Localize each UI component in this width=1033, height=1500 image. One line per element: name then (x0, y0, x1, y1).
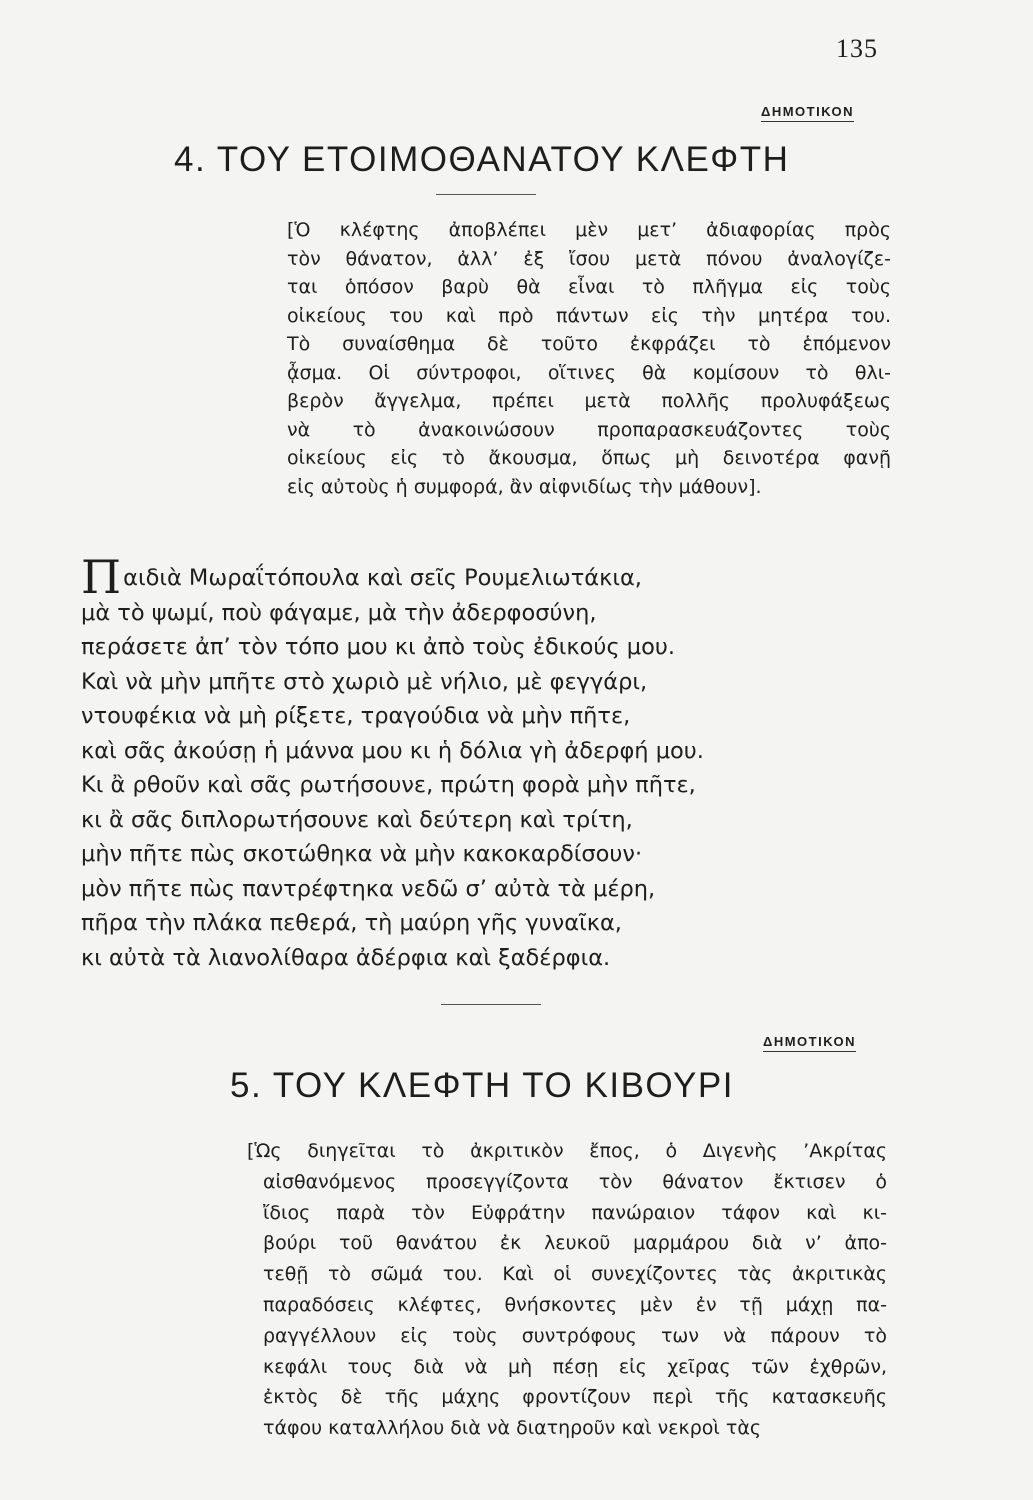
section-2-intro-line: αἰσθανόμενος προσεγγίζοντα τὸν θάνατον ἔκτισεν ὁ (263, 1170, 887, 1193)
poem-line: μὰ τὸ ψωμί, ποὺ φάγαμε, μὰ τὴν ἀδερφοσύνη, (81, 599, 597, 626)
section-1-intro-line: [Ὁ κλέφτης ἀποβλέπει μὲν μετ’ ἀδιαφορίας πρὸς (287, 219, 891, 241)
section-2-intro-line: [Ὡς διηγεῖται τὸ ἀκριτικὸν ἔπος, ὁ Διγενὴς ’Ακρίτας (247, 1140, 887, 1162)
section-1-intro-line: εἰς αὐτοὺς ἡ συμφορά, ἂν αἰφνιδίως τὴν μάθουν]. (287, 475, 762, 498)
section-1-intro-line: Τὸ συναίσθημα δὲ τοῦτο ἐκφράζει τὸ ἑπόμενον (287, 333, 891, 355)
section-1-intro (287, 216, 891, 501)
poem-line: κι ἂ σᾶς διπλορωτήσουνε καὶ δεύτερη καὶ τρίτη, (81, 806, 633, 833)
section-1-divider (436, 194, 536, 195)
poem-first-line-text: αιδιὰ Μωραΐτόπουλα καὶ σεῖς Ρουμελιωτάκια, (123, 565, 642, 591)
poem-first-line (81, 550, 704, 604)
section-2-intro-line: τεθῇ τὸ σῶμά του. Καὶ οἱ συνεχίζοντες τὰς ἀκριτικὰς (263, 1263, 887, 1286)
drop-cap: Π (81, 550, 122, 604)
poem-line: ντουφέκια νὰ μὴ ρίξετε, τραγούδια νὰ μὴν πῆτε, (81, 703, 631, 729)
poem-lines (81, 596, 704, 976)
poem-line: καὶ σᾶς ἀκούσῃ ἡ μάννα μου κι ἡ δόλια γὴ ἀδερφή μου. (81, 737, 704, 764)
section-2-label: ΔΗΜΟΤΙΚΟΝ (763, 1034, 856, 1052)
section-2-intro-line: παραδόσεις κλέφτες, θνήσκοντες μὲν ἐν τῇ μάχῃ πα- (263, 1293, 887, 1316)
section-1-intro-line: ᾆσμα. Οἱ σύντροφοι, οἵτινες θὰ κομίσουν τὸ θλι- (287, 361, 891, 384)
section-2-intro-line: ραγγέλλουν εἰς τοὺς συντρόφους των νὰ πάρουν τὸ (263, 1324, 887, 1347)
section-1-intro-line: οἰκείους εἰς τὸ ἄκουσμα, ὅπως μὴ δεινοτέρα φανῇ (287, 447, 891, 469)
section-1-poem (81, 550, 704, 975)
poem-line: κι αὐτὰ τὰ λιανολίθαρα ἀδέρφια καὶ ξαδέρφια. (81, 944, 611, 971)
section-2-intro (247, 1136, 887, 1444)
section-2-intro-line: τάφου καταλλήλου διὰ νὰ διατηροῦν καὶ νεκροὶ τὰς (263, 1417, 761, 1440)
section-1-intro-line: νὰ τὸ ἀνακοινώσουν προπαρασκευάζοντες τοὺς (287, 418, 891, 441)
poem-line: Κι ἂ ρθοῦν καὶ σᾶς ρωτήσουνε, πρώτη φορὰ μὴν πῆτε, (81, 772, 696, 798)
page-number: 135 (836, 34, 878, 63)
section-1-title: 4. ΤΟΥ ΕΤΟΙΜΟΘΑΝΑΤΟΥ ΚΛΕΦΤΗ (174, 140, 790, 179)
section-1-intro-line: βερὸν ἄγγελμα, πρέπει μετὰ πολλῆς προλυφάξεως (287, 390, 891, 412)
section-1-intro-line: οἰκείους του καὶ πρὸ πάντων εἰς τὴν μητέρα του. (287, 304, 891, 327)
poem-line: πῆρα τὴν πλάκα πεθερά, τὴ μαύρη γῆς γυναῖκα, (81, 910, 622, 936)
section-1-intro-line: τὸν θάνατον, ἀλλ’ ἐξ ἴσου μετὰ πόνου ἀναλογίζε- (287, 247, 891, 270)
poem-line: Καὶ νὰ μὴν μπῆτε στὸ χωριὸ μὲ νήλιο, μὲ φεγγάρι, (81, 668, 648, 695)
poem-line: μὸν πῆτε πὼς παντρέφτηκα νεδῶ σ’ αὐτὰ τὰ μέρη, (81, 875, 656, 902)
section-1-label: ΔΗΜΟΤΙΚΟΝ (761, 104, 854, 122)
section-2-intro-line: βούρι τοῦ θανάτου ἐκ λευκοῦ μαρμάρου διὰ ν’ ἀπο- (263, 1232, 887, 1255)
section-2-divider (441, 1004, 541, 1005)
poem-line: μὴν πῆτε πὼς σκοτώθηκα νὰ μὴν κακοκαρδίσουν· (81, 841, 643, 867)
section-2-intro-line: ἴδιος παρὰ τὸν Εὐφράτην πανώραιον τάφον καὶ κι- (263, 1201, 887, 1224)
poem-line: περάσετε ἀπ’ τὸν τόπο μου κι ἀπὸ τοὺς ἐδικούς μου. (81, 634, 676, 660)
section-2-intro-line: ἐκτὸς δὲ τῆς μάχης φροντίζουν περὶ τῆς κατασκευῆς (263, 1386, 887, 1409)
section-1-intro-line: ται ὁπόσον βαρὺ θὰ εἶναι τὸ πλῆγμα εἰς τοὺς (287, 276, 891, 298)
section-2-intro-line: κεφάλι τους διὰ νὰ μὴ πέσῃ εἰς χεῖρας τῶν ἐχθρῶν, (263, 1355, 887, 1378)
section-2-title: 5. ΤΟΥ ΚΛΕΦΤΗ ΤΟ ΚΙΒΟΥΡΙ (230, 1066, 734, 1105)
